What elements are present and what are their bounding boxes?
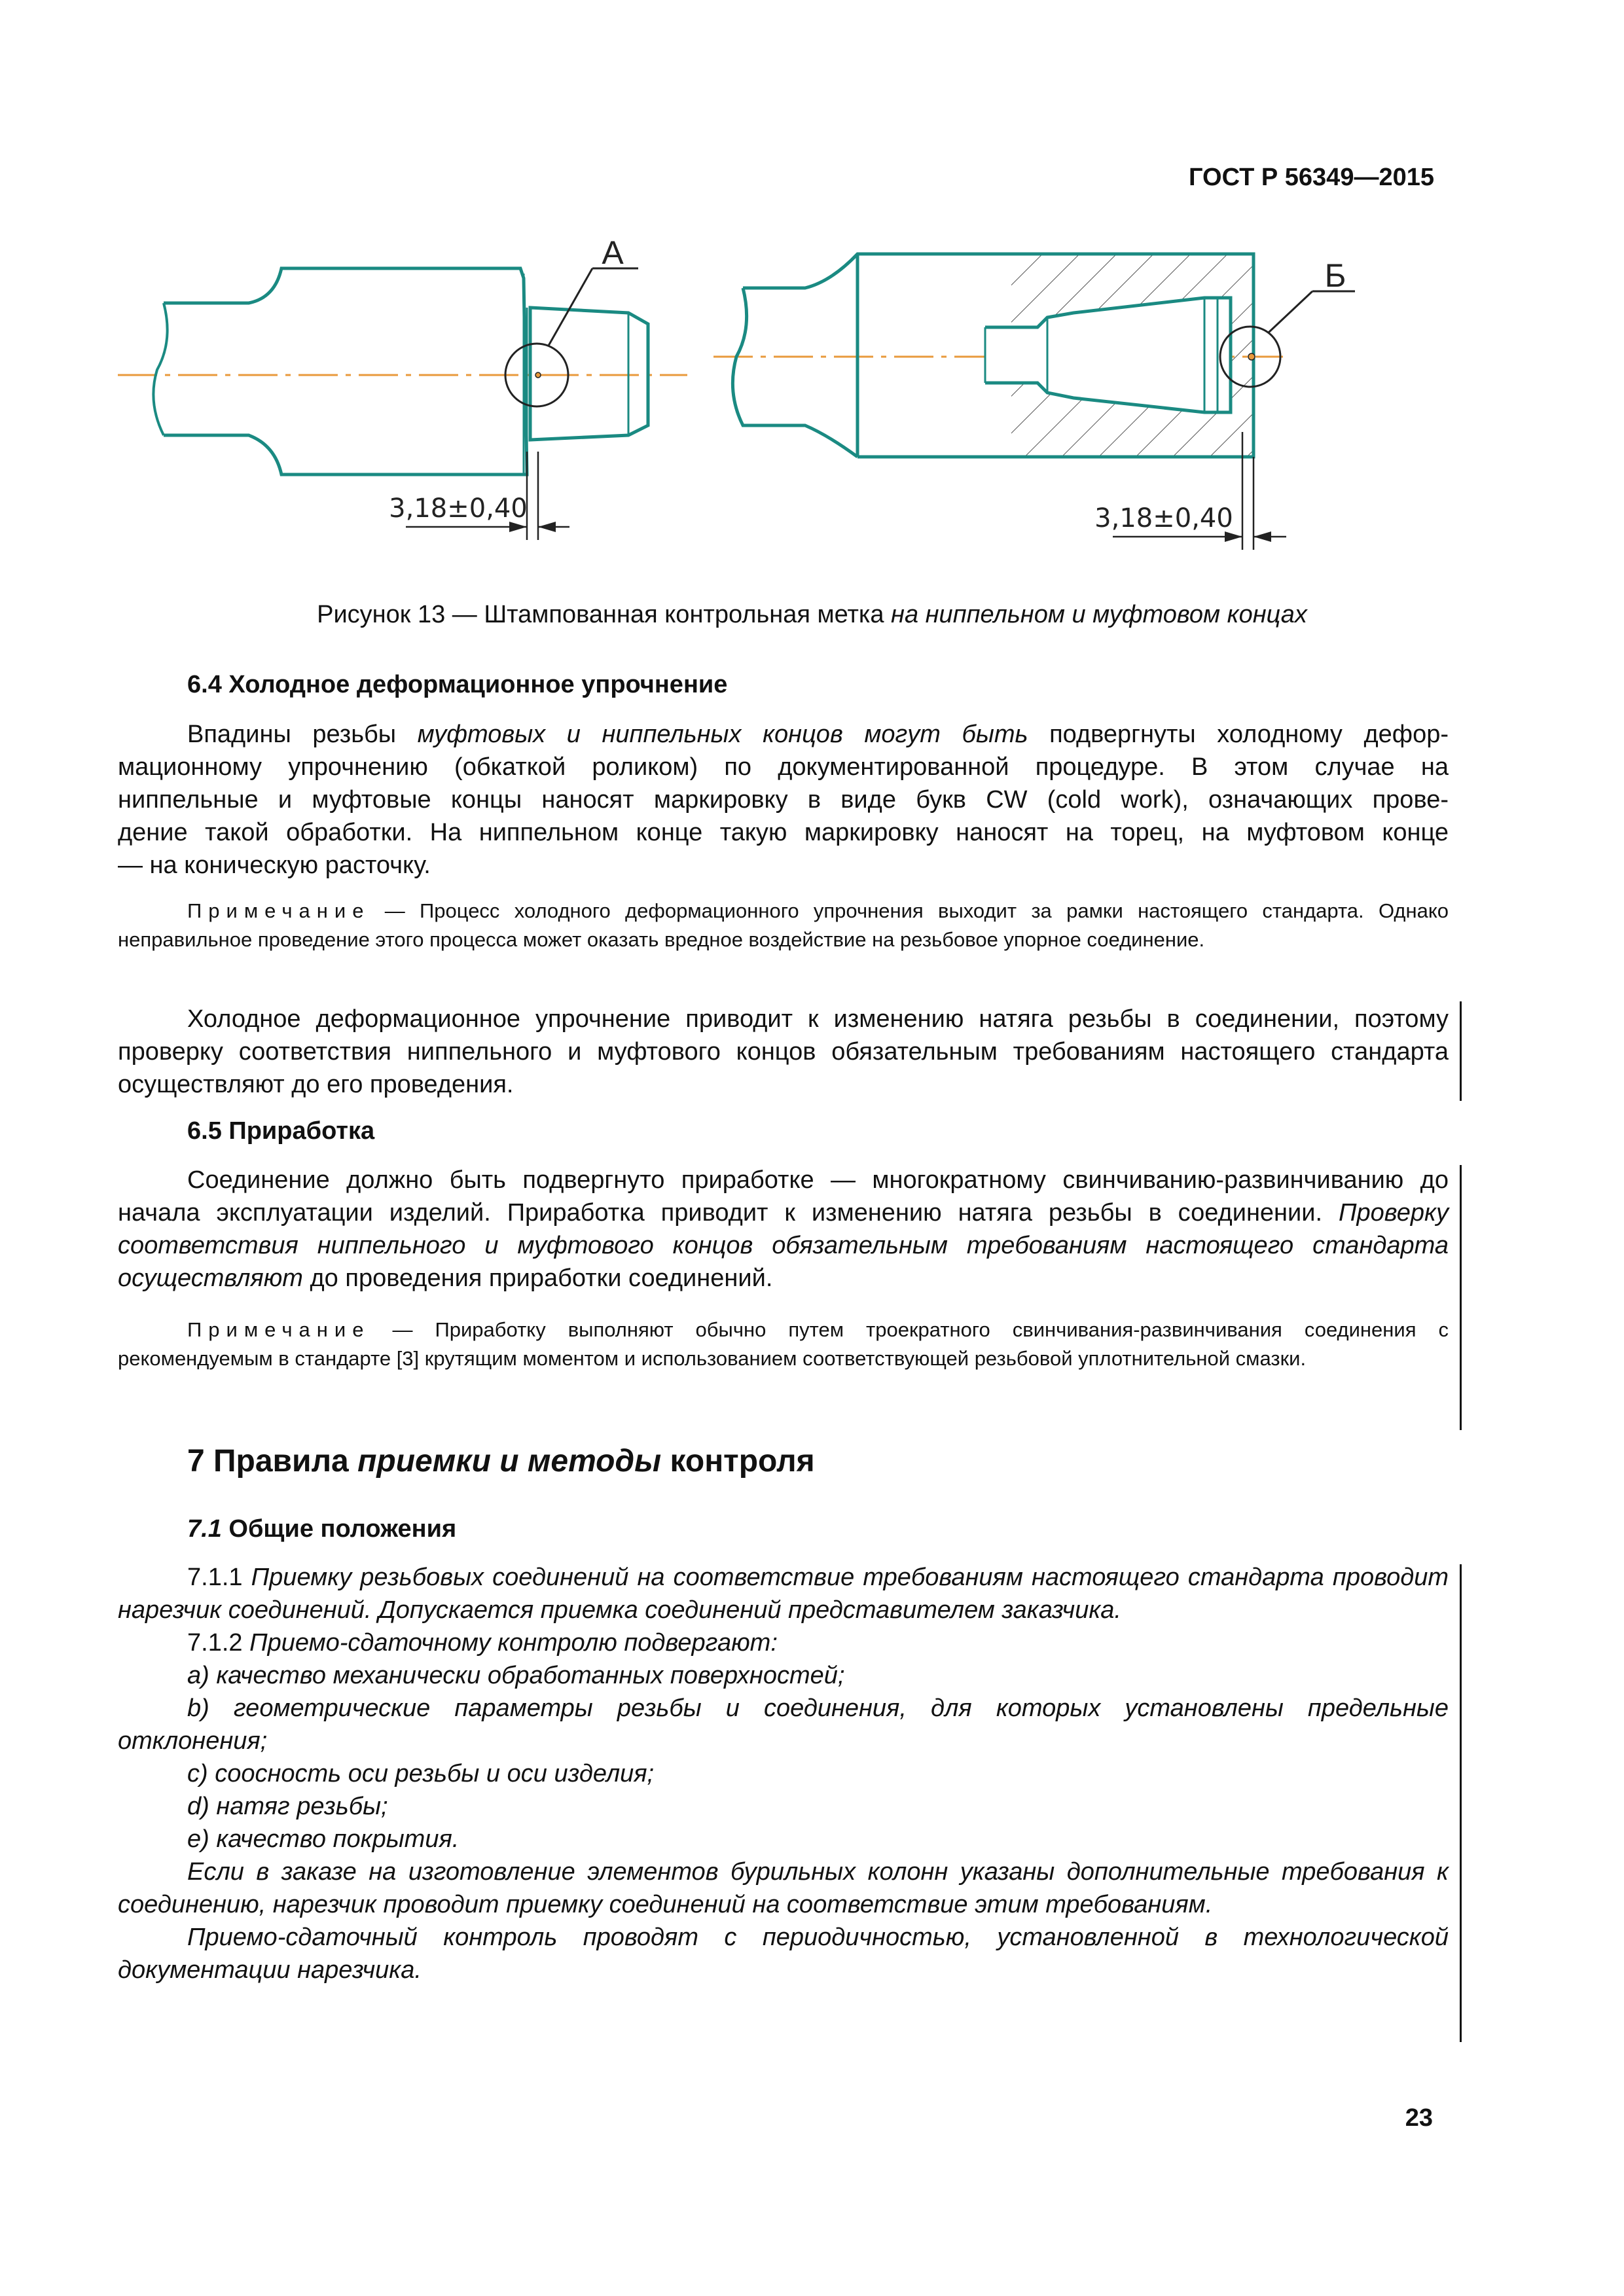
section-7-1-body [118,1561,1449,1986]
page-number: 23 [1405,2104,1433,2132]
dimension-left-label: 3,18±0,40 [389,493,528,524]
list-item: b) геометрические параметры резьбы и соединения, для которых установлены предельные отклонения; [118,1695,1449,1755]
detail-b-label: Б [1324,257,1346,294]
paragraph-periodicity: Приемо-сдаточный контроль проводят с периодичностью, установленной в технологической документации нарезчика. [118,1924,1449,1984]
list-item: c) соосность оси резьбы и оси изделия; [187,1760,655,1787]
section-7-heading: 7 Правила приемки и методы контроля [187,1444,815,1479]
section-6-4-paragraph-2: Холодное деформационное упрочнение приводит к изменению натяга резьбы в соединении, поэтому проверку соответствия ниппельного и муфтового концов обязательным требованиям настоящего стандарта осуществляют до его проведения. [118,1005,1449,1098]
section-6-4-heading: 6.4 Холодное деформационное упрочнение [187,671,728,698]
paragraph-7-1-1: 7.1.1 Приемку резьбовых соединений на соответствие требованиям настоящего стандарта проводит нарезчик соединений. Допускается приемка соединений представителем заказчика. [118,1564,1449,1624]
detail-a-label: А [602,234,624,271]
section-6-4-paragraph-1: Впадины резьбы муфтовых и ниппельных концов могут быть подвергнуты холодному дефор- мационному упрочнению (обкаткой роликом) по документированной процедуре. В этом случае на ниппельные и муфтовые концы наносят маркировку в виде букв CW (cold work), означающих прове- дение такой обработки. На ниппельном конце такую маркировку наносят на торец, на муфтовом конце — на коническую расточку. [118,721,1449,879]
section-6-5-heading: 6.5 Приработка [187,1117,375,1145]
list-item: e) качество покрытия. [187,1825,460,1853]
figure-13-drawing [0,0,1624,589]
section-6-5-note: Примечание — Приработку выполняют обычно путем троекратного свинчивания-развинчивания соединения с рекомендуемым в стандарте [3] крутящим моментом и использованием соответствующей резьбовой уплотнительной смазки. [118,1318,1449,1370]
list-item: d) натяг резьбы; [187,1793,388,1820]
paragraph-7-1-2: 7.1.2 Приемо-сдаточному контролю подвергают: [187,1629,778,1657]
section-6-5-paragraph-1: Соединение должно быть подвергнуто приработке — многократному свинчиванию-развинчиванию до начала эксплуатации изделий. Приработка приводит к изменению натяга резьбы в соединении. Проверку соответствия ниппельного и муфтового концов обязательным требованиям настоящего стандарта осуществляют до проведения приработки соединений. [118,1166,1449,1292]
change-bar [1460,1564,1462,2042]
list-item: а) качество механически обработанных поверхностей; [187,1662,845,1689]
paragraph-extra-requirements: Если в заказе на изготовление элементов бурильных колонн указаны дополнительные требования к соединению, нарезчик проводит приемку соединений на соответствие этим требованиям. [118,1858,1449,1918]
change-bar [1460,1001,1462,1101]
figure-caption: Рисунок 13 — Штампованная контрольная метка на ниппельном и муфтовом концах [317,601,1307,628]
section-7-1-heading: 7.1 Общие положения [187,1515,457,1543]
change-bar [1460,1165,1462,1430]
dimension-right-label: 3,18±0,40 [1094,503,1233,533]
document-header-id: ГОСТ Р 56349—2015 [1189,164,1434,191]
section-6-4-note: Примечание — Процесс холодного деформационного упрочнения выходит за рамки настоящего стандарта. Однако неправильное проведение этого процесса может оказать вредное воздействие на резьбовое упорное соединение. [118,899,1449,951]
